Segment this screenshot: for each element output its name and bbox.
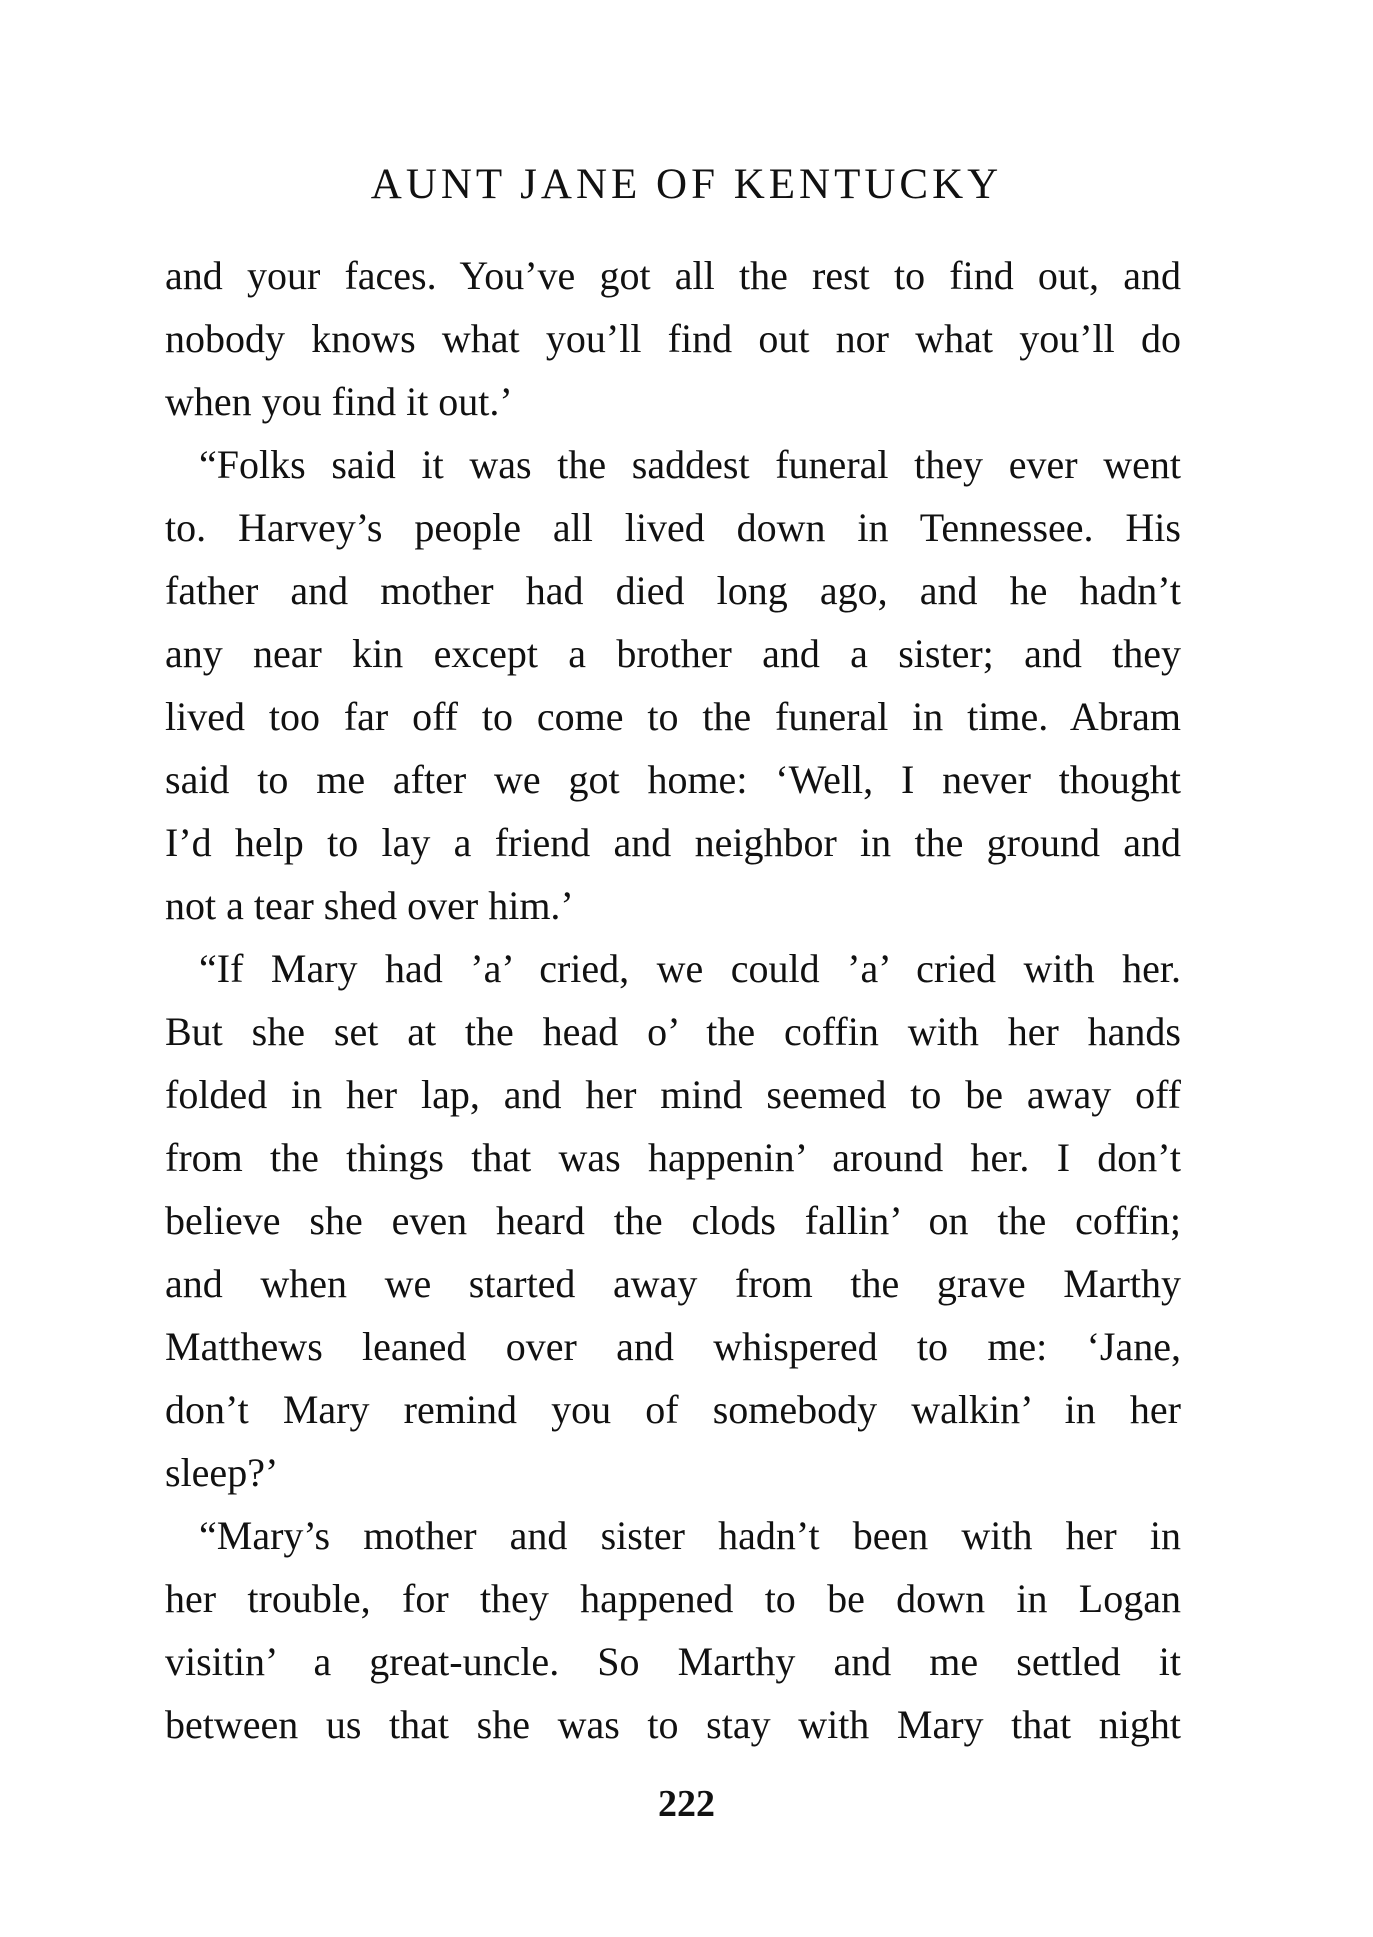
body-text xyxy=(165,244,1181,1756)
text-line: “If Mary had ’a’ cried, we could ’a’ cried with her. xyxy=(199,946,1181,991)
text-line: lived too far off to come to the funeral in time. Abram xyxy=(165,694,1181,739)
text-line: and your faces. You’ve got all the rest to find out, and xyxy=(165,253,1181,298)
text-line: not a tear shed over him.’ xyxy=(165,883,574,928)
text-line: from the things that was happenin’ around her. I don’t xyxy=(165,1135,1181,1180)
text-line: folded in her lap, and her mind seemed to be away off xyxy=(165,1072,1181,1117)
running-head: AUNT JANE OF KENTUCKY xyxy=(370,161,1003,208)
text-line: But she set at the head o’ the coffin with her hands xyxy=(165,1009,1181,1054)
text-line: said to me after we got home: ‘Well, I never thought xyxy=(165,757,1181,802)
text-line: father and mother had died long ago, and he hadn’t xyxy=(165,568,1181,613)
text-line: any near kin except a brother and a sister; and they xyxy=(165,631,1181,676)
text-line: I’d help to lay a friend and neighbor in the ground and xyxy=(165,820,1181,865)
text-line: “Mary’s mother and sister hadn’t been with her in xyxy=(199,1513,1181,1558)
text-line: “Folks said it was the saddest funeral they ever went xyxy=(199,442,1181,487)
text-line: sleep?’ xyxy=(165,1450,279,1495)
page-number: 222 xyxy=(658,1783,715,1825)
text-line: and when we started away from the grave Marthy xyxy=(165,1261,1181,1306)
text-line: when you find it out.’ xyxy=(165,379,513,424)
text-line: Matthews leaned over and whispered to me: ‘Jane, xyxy=(165,1324,1181,1369)
text-line: between us that she was to stay with Mary that night xyxy=(165,1702,1181,1747)
text-line: to. Harvey’s people all lived down in Tennessee. His xyxy=(165,505,1181,550)
text-line: believe she even heard the clods fallin’ on the coffin; xyxy=(165,1198,1181,1243)
text-line: nobody knows what you’ll find out nor what you’ll do xyxy=(165,316,1181,361)
text-line: her trouble, for they happened to be down in Logan xyxy=(165,1576,1181,1621)
text-line: don’t Mary remind you of somebody walkin’ in her xyxy=(165,1387,1181,1432)
text-line: visitin’ a great-uncle. So Marthy and me settled it xyxy=(165,1639,1181,1684)
